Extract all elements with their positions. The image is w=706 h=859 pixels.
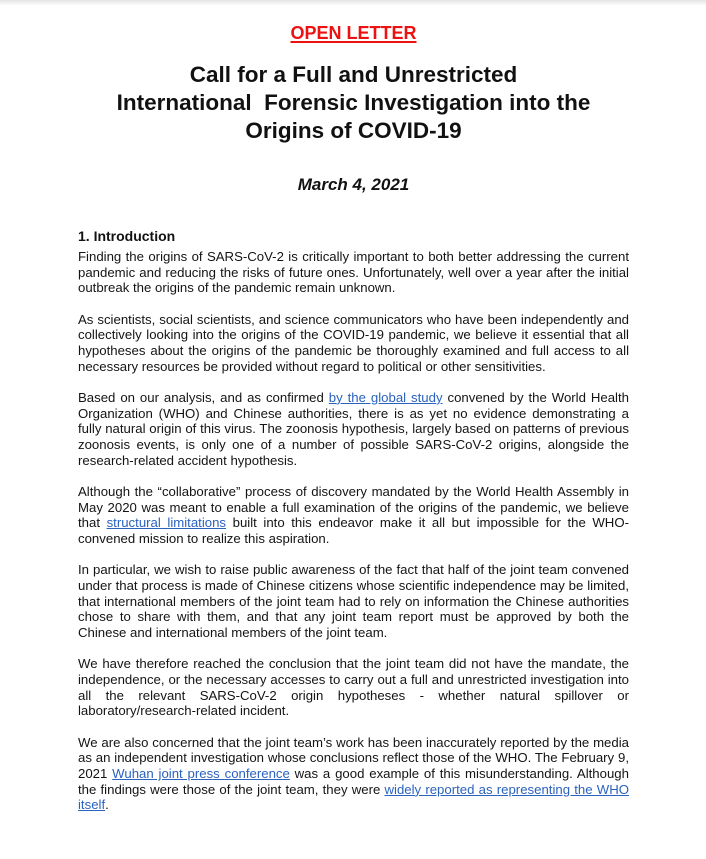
introduction-body	[78, 249, 629, 829]
paragraph-4	[78, 484, 629, 547]
paragraph-6: We have therefore reached the conclusion that the joint team did not have the mandate, the independence, or the necessary accesses to carry out a full and unrestricted investigation into all the relevant SARS-CoV-2 origin hypotheses - whether natural spillover or laboratory/research-related incident.	[78, 656, 629, 719]
paragraph-4-text-before: Although the “collaborative” process of discovery mandated by the World Health Assembly in May 2020 was meant to enable a full examination of the origins of the pandemic, we believe that	[78, 483, 629, 531]
open-letter-text: OPEN LETTER	[290, 23, 417, 43]
wuhan-press-conference-link[interactable]: Wuhan joint press conference	[112, 765, 290, 781]
paragraph-2: As scientists, social scientists, and science communicators who have been independently and collectively looking into the origins of the COVID-19 pandemic, we believe it essential that all hypotheses about the origins of the pandemic be thoroughly examined and full access to all necessary resources be provided without regard to political or other sensitivities.	[78, 311, 629, 374]
paragraph-5: In particular, we wish to raise public awareness of the fact that half of the joint team convened under that process is made of Chinese citizens whose scientific independence may be limited, that international members of the joint team had to rely on information the Chinese authorities chose to share with them, and that any joint team report must be approved by both the Chinese and international members of the joint team.	[78, 562, 629, 641]
document-date: March 4, 2021	[297, 175, 410, 194]
paragraph-1: Finding the origins of SARS-CoV-2 is critically important to both better addressing the current pandemic and reducing the risks of future ones. Unfortunately, well over a year after the initial outbreak the origins of the pandemic remain unknown.	[78, 249, 629, 296]
paragraph-3-text-before: Based on our analysis, and as confirmed	[78, 389, 329, 405]
open-letter-label	[78, 22, 629, 44]
title-line-2: International Forensic Investigation into the	[116, 90, 591, 115]
structural-limitations-link[interactable]: structural limitations	[106, 515, 227, 531]
page-top-shadow	[0, 0, 706, 6]
paragraph-3	[78, 390, 629, 469]
paragraph-7-text-middle: was a good example of this misunderstanding. Although the findings were those of the joint team, they were	[78, 765, 629, 797]
widely-reported-link[interactable]: widely reported as representing the WHO itself	[78, 781, 629, 813]
global-study-link[interactable]: by the global study	[328, 389, 443, 405]
paragraph-4-text-after: built into this endeavor make it all but impossible for the WHO-convened mission to realize this aspiration.	[78, 515, 629, 547]
paragraph-7	[78, 735, 629, 814]
paragraph-7-text-after: .	[105, 797, 109, 813]
title-line-3: Origins of COVID-19	[245, 118, 462, 143]
paragraph-7-text-before: We are also concerned that the joint team’s work has been inaccurately reported by the media as an independent investigation whose conclusions reflect those of the WHO. The February 9, 2021	[78, 734, 629, 781]
section-heading-introduction: 1. Introduction	[78, 228, 176, 244]
paragraph-3-text-after: convened by the World Health Organization (WHO) and Chinese authorities, there is as yet no evidence demonstrating a fully natural origin of this virus. The zoonosis hypothesis, largely based on patterns of previous zoonosis events, is only one of a number of possible SARS-CoV-2 origins, alongside the research-related accident hypothesis.	[78, 389, 629, 468]
document-title	[58, 61, 649, 145]
title-line-1: Call for a Full and Unrestricted	[189, 62, 518, 87]
